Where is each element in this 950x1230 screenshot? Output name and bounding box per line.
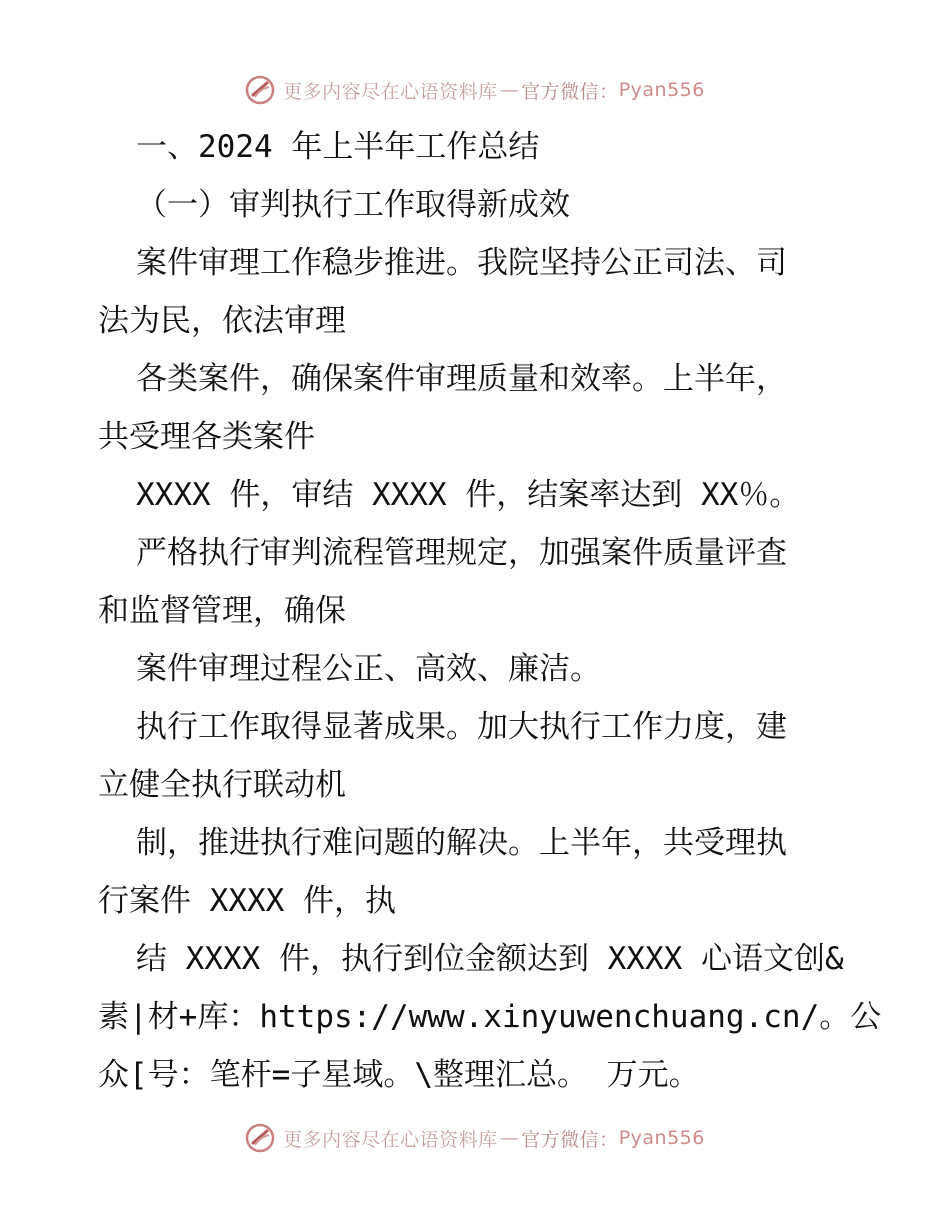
- watermark-wechat-id: Pyan556: [618, 79, 705, 101]
- paragraph-line: 共受理各类案件: [98, 419, 315, 455]
- brand-logo-icon: [245, 1123, 275, 1153]
- paragraph-line: 众[号：笔杆=子星域。\整理汇总。 万元。: [98, 1057, 700, 1093]
- watermark-wechat-id: Pyan556: [618, 1127, 705, 1149]
- paragraph-line: 结 XXXX 件，执行到位金额达到 XXXX 心语文创&: [136, 941, 844, 977]
- watermark-separator: —: [499, 1127, 520, 1149]
- paragraph-line: 严格执行审判流程管理规定，加强案件质量评查: [136, 535, 787, 571]
- watermark-separator: —: [499, 79, 520, 101]
- paragraph-line: 法为民，依法审理: [98, 303, 346, 339]
- paragraph-line: 和监督管理，确保: [98, 593, 346, 629]
- subsection-heading: （一）审判执行工作取得新成效: [136, 187, 570, 223]
- watermark-contact-label: 官方微信：: [521, 1128, 619, 1151]
- paragraph-line: 案件审理过程公正、高效、廉洁。: [136, 651, 601, 687]
- paragraph-line: 案件审理工作稳步推进。我院坚持公正司法、司: [136, 245, 787, 281]
- footer-watermark: [0, 1118, 950, 1158]
- paragraph-line: XXXX 件，审结 XXXX 件，结案率达到 XX％。: [136, 477, 801, 513]
- section-heading: 一、2024 年上半年工作总结: [136, 129, 540, 165]
- paragraph-line: 行案件 XXXX 件，执: [98, 883, 396, 919]
- watermark-text: 更多内容尽在心语资料库: [283, 1128, 498, 1151]
- paragraph-line: 立健全执行联动机: [98, 767, 346, 803]
- watermark-contact-label: 官方微信：: [521, 80, 619, 103]
- brand-logo-icon: [245, 75, 275, 105]
- header-watermark: [0, 70, 950, 110]
- document-body: [98, 118, 882, 1104]
- paragraph-line: 执行工作取得显著成果。加大执行工作力度，建: [136, 709, 787, 745]
- paragraph-line: 制，推进执行难问题的解决。上半年，共受理执: [136, 825, 787, 861]
- paragraph-line: 素|材+库：https://www.xinyuwenchuang.cn/。公: [98, 999, 882, 1035]
- watermark-text: 更多内容尽在心语资料库: [283, 80, 498, 103]
- paragraph-line: 各类案件，确保案件审理质量和效率。上半年，: [136, 361, 787, 397]
